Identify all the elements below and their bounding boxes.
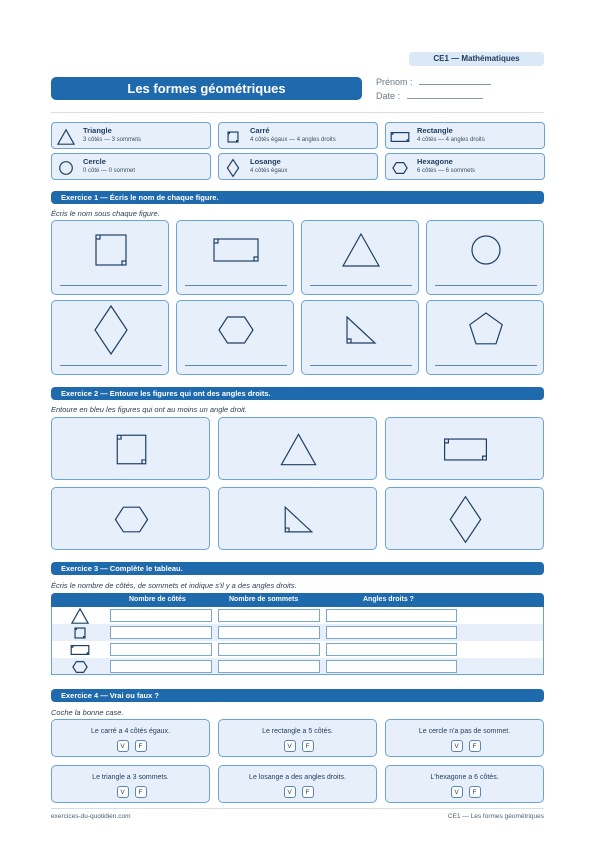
legend-item-losange <box>218 153 378 180</box>
vertices-cell[interactable] <box>218 626 320 639</box>
statement: L'hexagone a 6 côtés. <box>430 774 499 781</box>
exercise-2-instruction: Entoure en bleu les figures qui ont au moins un angle droit. <box>51 405 247 414</box>
legend-name: Hexagone <box>417 157 453 166</box>
answer-line[interactable] <box>435 365 537 366</box>
exercise-1-card <box>51 220 169 295</box>
exercise-2-card[interactable] <box>218 417 377 480</box>
right-angles-cell[interactable] <box>326 626 457 639</box>
true-checkbox[interactable]: V <box>451 740 463 752</box>
legend-name: Carré <box>250 126 270 135</box>
column-header-sides: Nombre de côtés <box>129 596 186 603</box>
exercise-2-card[interactable] <box>218 487 377 550</box>
legend-item-triangle <box>51 122 211 149</box>
vertices-cell[interactable] <box>218 609 320 622</box>
exercise-1-card <box>176 300 294 375</box>
answer-line[interactable] <box>60 285 162 286</box>
exercise-1-header: Exercice 1 — Écris le nom de chaque figure. <box>51 191 544 204</box>
exercise-2-header: Exercice 2 — Entoure les figures qui ont des angles droits. <box>51 387 544 400</box>
exercise-2-card[interactable] <box>385 417 544 480</box>
statement: Le triangle a 3 sommets. <box>92 774 169 781</box>
exercise-4-header: Exercice 4 — Vrai ou faux ? <box>51 689 544 702</box>
sides-cell[interactable] <box>110 626 212 639</box>
table-row <box>51 658 544 675</box>
true-false-card <box>385 719 544 757</box>
legend-description: 4 côtés — 4 angles droits <box>417 137 485 143</box>
right-angles-cell[interactable] <box>326 609 457 622</box>
answer-line[interactable] <box>310 365 412 366</box>
answer-line[interactable] <box>435 285 537 286</box>
true-false-card <box>218 765 377 803</box>
statement: Le carré a 4 côtés égaux. <box>91 728 170 735</box>
table-row <box>51 624 544 641</box>
legend-name: Cercle <box>83 157 106 166</box>
true-checkbox[interactable]: V <box>117 740 129 752</box>
table-header <box>51 593 544 607</box>
exercise-1-card <box>301 220 419 295</box>
true-false-card <box>51 719 210 757</box>
false-checkbox[interactable]: F <box>135 786 147 798</box>
right-triangle-shape <box>219 488 378 551</box>
triangle-shape <box>219 418 378 481</box>
legend-description: 4 côtés égaux <box>250 168 288 174</box>
exercise-1-card <box>51 300 169 375</box>
vertices-cell[interactable] <box>218 643 320 656</box>
date-label: Date : <box>376 91 401 101</box>
right-angles-cell[interactable] <box>326 660 457 673</box>
rectangle-shape <box>386 418 545 481</box>
false-checkbox[interactable]: F <box>302 786 314 798</box>
footer-divider <box>51 808 544 809</box>
exercise-1-card <box>176 220 294 295</box>
exercise-1-card <box>301 300 419 375</box>
legend-item-hexagone <box>385 153 545 180</box>
true-checkbox[interactable]: V <box>117 786 129 798</box>
column-header-right-angles: Angles droits ? <box>363 596 414 603</box>
exercise-2-card[interactable] <box>51 487 210 550</box>
false-checkbox[interactable]: F <box>135 740 147 752</box>
true-checkbox[interactable]: V <box>451 786 463 798</box>
legend-item-carré <box>218 122 378 149</box>
date-field[interactable] <box>376 91 483 101</box>
exercise-2-card[interactable] <box>51 417 210 480</box>
level-badge: CE1 — Mathématiques <box>409 52 544 66</box>
sides-cell[interactable] <box>110 660 212 673</box>
prenom-field[interactable] <box>376 77 491 87</box>
true-checkbox[interactable]: V <box>284 786 296 798</box>
exercise-3-instruction: Écris le nombre de côtés, de sommets et indique s'il y a des angles droits. <box>51 581 297 590</box>
legend-description: 6 côtés — 6 sommets <box>417 168 476 174</box>
exercise-1-instruction: Écris le nom sous chaque figure. <box>51 209 160 218</box>
legend-description: 0 côté — 0 sommet <box>83 168 136 174</box>
legend-item-rectangle <box>385 122 545 149</box>
prenom-label: Prénom : <box>376 77 413 87</box>
footer-site: exercices-du-quotidien.com <box>51 813 131 820</box>
true-false-card <box>385 765 544 803</box>
exercise-3-header: Exercice 3 — Complète le tableau. <box>51 562 544 575</box>
hexagon-icon <box>71 658 89 681</box>
sides-cell[interactable] <box>110 643 212 656</box>
answer-line[interactable] <box>60 365 162 366</box>
column-header-vertices: Nombre de sommets <box>229 596 299 603</box>
page-title: Les formes géométriques <box>51 77 362 100</box>
exercise-4-instruction: Coche la bonne case. <box>51 708 124 717</box>
header-divider <box>51 112 544 113</box>
square-shape <box>52 418 211 481</box>
answer-line[interactable] <box>310 285 412 286</box>
legend-description: 4 côtés égaux — 4 angles droits <box>250 137 336 143</box>
legend-name: Rectangle <box>417 126 453 135</box>
false-checkbox[interactable]: F <box>469 740 481 752</box>
statement: Le rectangle a 5 côtés. <box>262 728 333 735</box>
right-angles-cell[interactable] <box>326 643 457 656</box>
table-row <box>51 641 544 658</box>
table-row <box>51 607 544 624</box>
statement: Le cercle n'a pas de sommet. <box>418 728 511 735</box>
false-checkbox[interactable]: F <box>302 740 314 752</box>
hexagon-shape <box>52 488 211 551</box>
false-checkbox[interactable]: F <box>469 786 481 798</box>
legend-item-cercle <box>51 153 211 180</box>
exercise-1-card <box>426 300 544 375</box>
legend-name: Losange <box>250 157 281 166</box>
vertices-cell[interactable] <box>218 660 320 673</box>
legend-name: Triangle <box>83 126 112 135</box>
rhombus-shape <box>386 488 545 551</box>
sides-cell[interactable] <box>110 609 212 622</box>
statement: Le losange a des angles droits. <box>249 774 346 781</box>
answer-line[interactable] <box>185 285 287 286</box>
exercise-1-card <box>426 220 544 295</box>
answer-line[interactable] <box>185 365 287 366</box>
footer-title: CE1 — Les formes géométriques <box>447 813 544 820</box>
true-checkbox[interactable]: V <box>284 740 296 752</box>
legend-description: 3 côtés — 3 sommets <box>83 137 142 143</box>
true-false-card <box>218 719 377 757</box>
exercise-2-card[interactable] <box>385 487 544 550</box>
true-false-card <box>51 765 210 803</box>
